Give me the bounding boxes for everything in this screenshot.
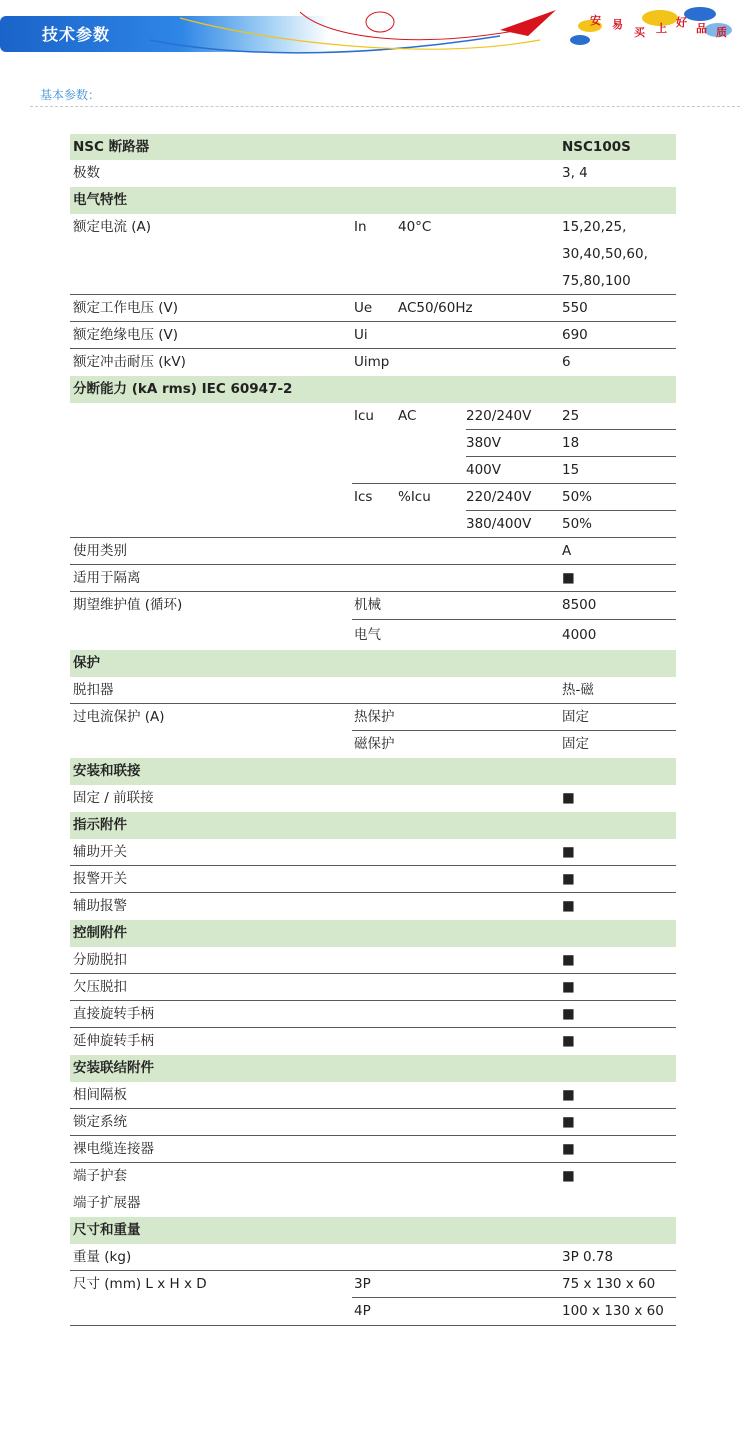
dimensions-row: 4P 100 x 130 x 60 — [70, 1298, 676, 1326]
spec-table — [70, 134, 676, 1326]
terminal-cover-row: 端子护套 ■ — [70, 1163, 676, 1190]
aux-switch-row: 辅助开关 ■ — [70, 839, 676, 866]
durability-row: 电气 4000 — [70, 620, 676, 650]
section-header-indication: 指示附件 — [70, 812, 676, 839]
poles-row: 极数 3, 4 — [70, 160, 676, 187]
header-banner — [0, 0, 740, 70]
ics-row: Ics %Icu 220/240V 50% — [70, 484, 676, 511]
icu-row: 380V 18 — [70, 430, 676, 457]
slogan: 安 易 买 上 好 品 质 — [590, 14, 727, 39]
overcurrent-row: 磁保护 固定 — [70, 731, 676, 758]
ics-row: 380/400V 50% — [70, 511, 676, 538]
model-row: NSC 断路器 NSC100S — [70, 134, 676, 160]
phase-barrier-row: 相间隔板 ■ — [70, 1082, 676, 1109]
section-header-electrical: 电气特性 — [70, 187, 676, 214]
cable-connector-row: 裸电缆连接器 ■ — [70, 1136, 676, 1163]
dimensions-row: 尺寸 (mm) L x H x D 3P 75 x 130 x 60 — [70, 1271, 676, 1298]
durability-row: 期望维护值 (循环) 机械 8500 — [70, 592, 676, 620]
category-row: 使用类别 A — [70, 538, 676, 565]
terminal-extender-row: 端子扩展器 — [70, 1190, 676, 1217]
shunt-row: 分励脱扣 ■ — [70, 947, 676, 974]
rated-op-voltage-row: 额定工作电压 (V) Ue AC50/60Hz 550 — [70, 295, 676, 322]
divider — [30, 106, 740, 107]
isolation-row: 适用于隔离 ■ — [70, 565, 676, 592]
direct-handle-row: 直接旋转手柄 ■ — [70, 1001, 676, 1028]
ext-handle-row: 延伸旋转手柄 ■ — [70, 1028, 676, 1055]
icu-row: Icu AC 220/240V 25 — [70, 403, 676, 430]
section-label: 基本参数： — [40, 88, 101, 102]
section-header-protection: 保护 — [70, 650, 676, 677]
section-header-mounting-accessories: 安装联结附件 — [70, 1055, 676, 1082]
section-header-breaking: 分断能力 (kA rms) IEC 60947-2 — [70, 376, 676, 403]
aux-alarm-row: 辅助报警 ■ — [70, 893, 676, 920]
rated-ins-voltage-row: 额定绝缘电压 (V) Ui 690 — [70, 322, 676, 349]
section-header-install: 安装和联接 — [70, 758, 676, 785]
section-header-control: 控制附件 — [70, 920, 676, 947]
lock-row: 锁定系统 ■ — [70, 1109, 676, 1136]
overcurrent-row: 过电流保护 (A) 热保护 固定 — [70, 704, 676, 731]
fixed-front-row: 固定 / 前联接 ■ — [70, 785, 676, 812]
alarm-switch-row: 报警开关 ■ — [70, 866, 676, 893]
rated-imp-voltage-row: 额定冲击耐压 (kV) Uimp 6 — [70, 349, 676, 376]
undervoltage-row: 欠压脱扣 ■ — [70, 974, 676, 1001]
weight-row: 重量 (kg) 3P 0.78 — [70, 1244, 676, 1271]
rated-current-row: 额定电流 (A) In 40°C 15,20,25, 30,40,50,60, 75,80,100 — [70, 214, 676, 295]
section-header-dimensions: 尺寸和重量 — [70, 1217, 676, 1244]
page-title: 技术参数 — [42, 25, 111, 44]
icu-row: 400V 15 — [70, 457, 676, 484]
release-row: 脱扣器 热-磁 — [70, 677, 676, 704]
